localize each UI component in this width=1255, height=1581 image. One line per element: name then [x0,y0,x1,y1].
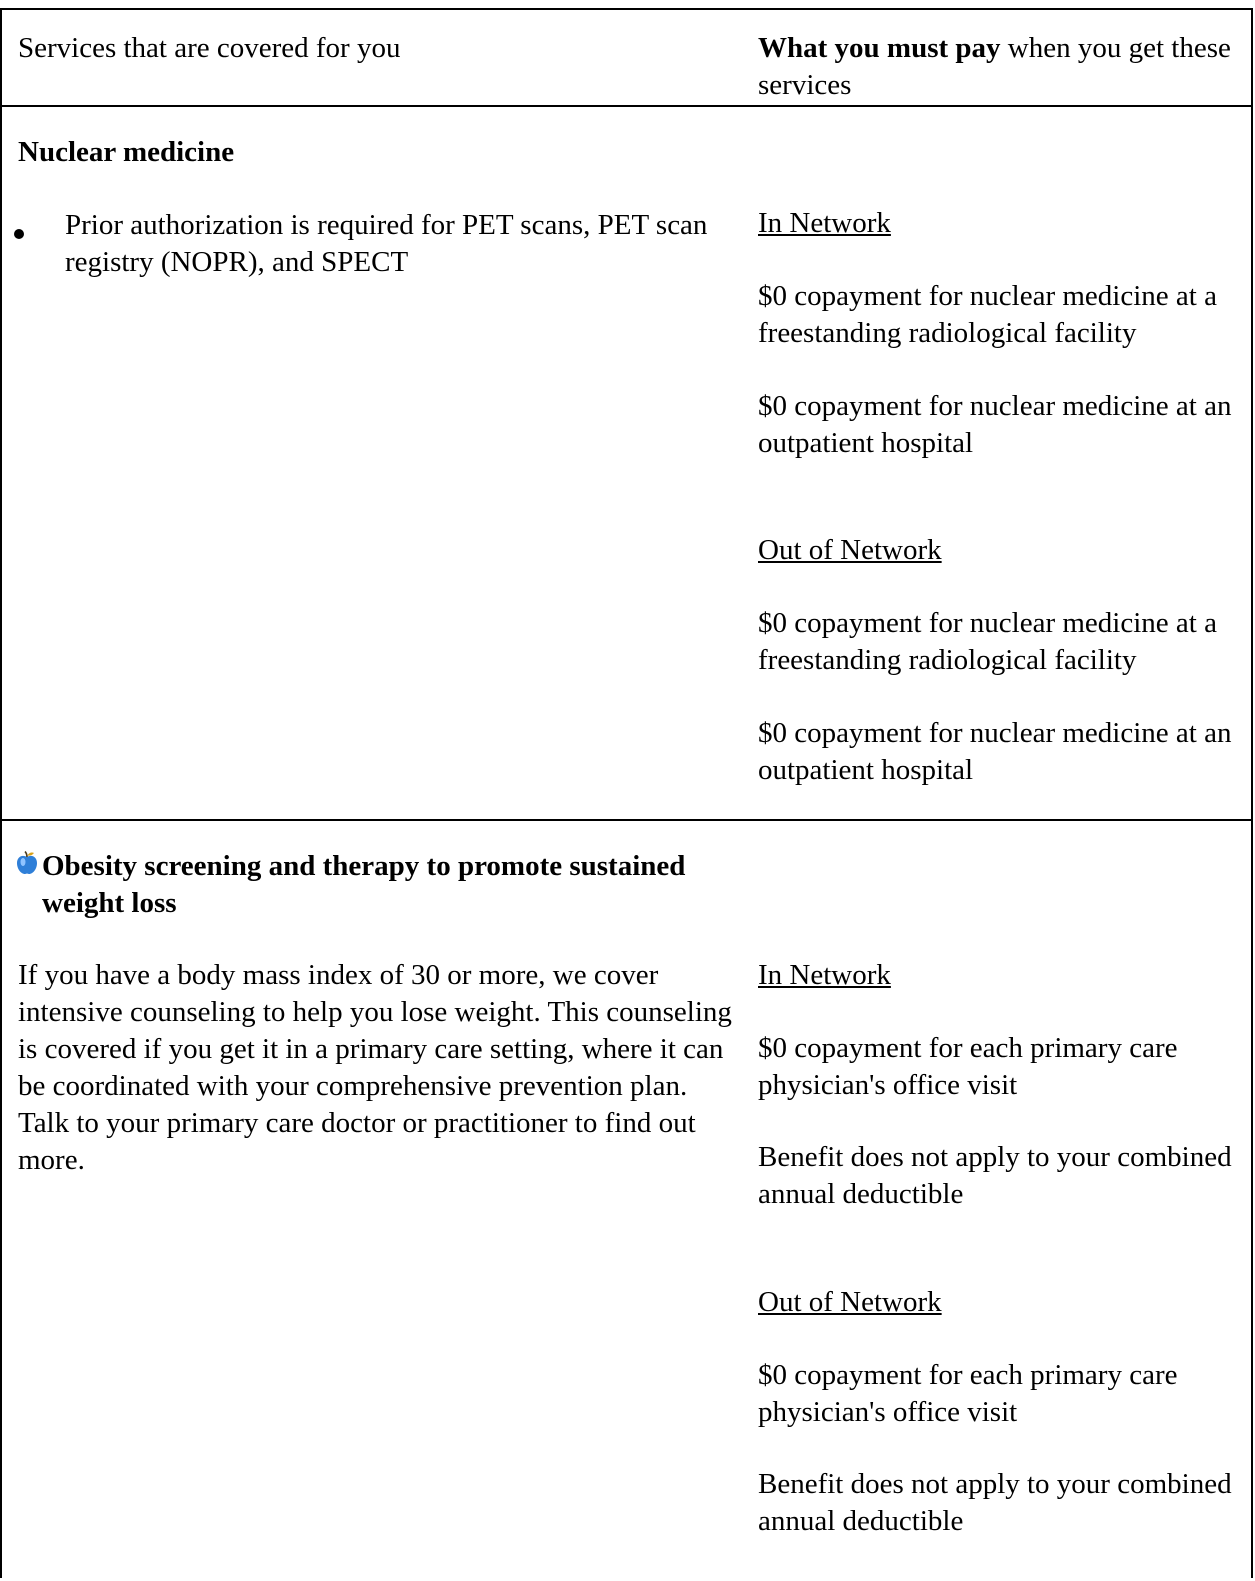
header-pay-rest: when you get these services [758,32,1231,101]
nuclear-medicine-row [2,107,1251,821]
out-of-network-label: Out of Network [758,1286,942,1318]
deductible-note: Benefit does not apply to your combined annual deductible [758,1468,1232,1537]
copay-item: $0 copayment for nuclear medicine at an outpatient hospital [758,390,1232,459]
header-pay-column [758,30,1238,104]
copay-item: $0 copayment for nuclear medicine at a freestanding radiological facility [758,607,1217,676]
apple-icon [16,851,38,875]
copay-item: $0 copayment for nuclear medicine at an outpatient hospital [758,717,1232,786]
bullet-icon [14,229,24,239]
obesity-screening-row [2,821,1251,1581]
obesity-description: If you have a body mass index of 30 or more, we cover intensive counseling to help you lose weight. This counseling is covered if you get it in a primary care setting, where it can be coordinated with your comprehensive prevention plan. Talk to your primary care doctor or practitioner to find out more. [18,959,732,1176]
copay-item: $0 copayment for each primary care physician's office visit [758,1359,1178,1428]
header-services-column: Services that are covered for you [18,32,401,64]
header-pay-bold: What you must pay [758,32,1001,64]
in-network-label: In Network [758,207,891,239]
deductible-note: Benefit does not apply to your combined annual deductible [758,1141,1232,1210]
in-network-label: In Network [758,959,891,991]
benefits-table [0,8,1253,1578]
copay-item: $0 copayment for each primary care physician's office visit [758,1032,1178,1101]
table-header [2,10,1251,107]
section-title-nuclear: Nuclear medicine [18,136,235,168]
out-of-network-label: Out of Network [758,534,942,566]
copay-item: $0 copayment for nuclear medicine at a freestanding radiological facility [758,280,1217,349]
section-title-obesity: Obesity screening and therapy to promote sustained weight loss [42,850,686,919]
prior-authorization-note: Prior authorization is required for PET scans, PET scan registry (NOPR), and SPECT [65,209,708,278]
